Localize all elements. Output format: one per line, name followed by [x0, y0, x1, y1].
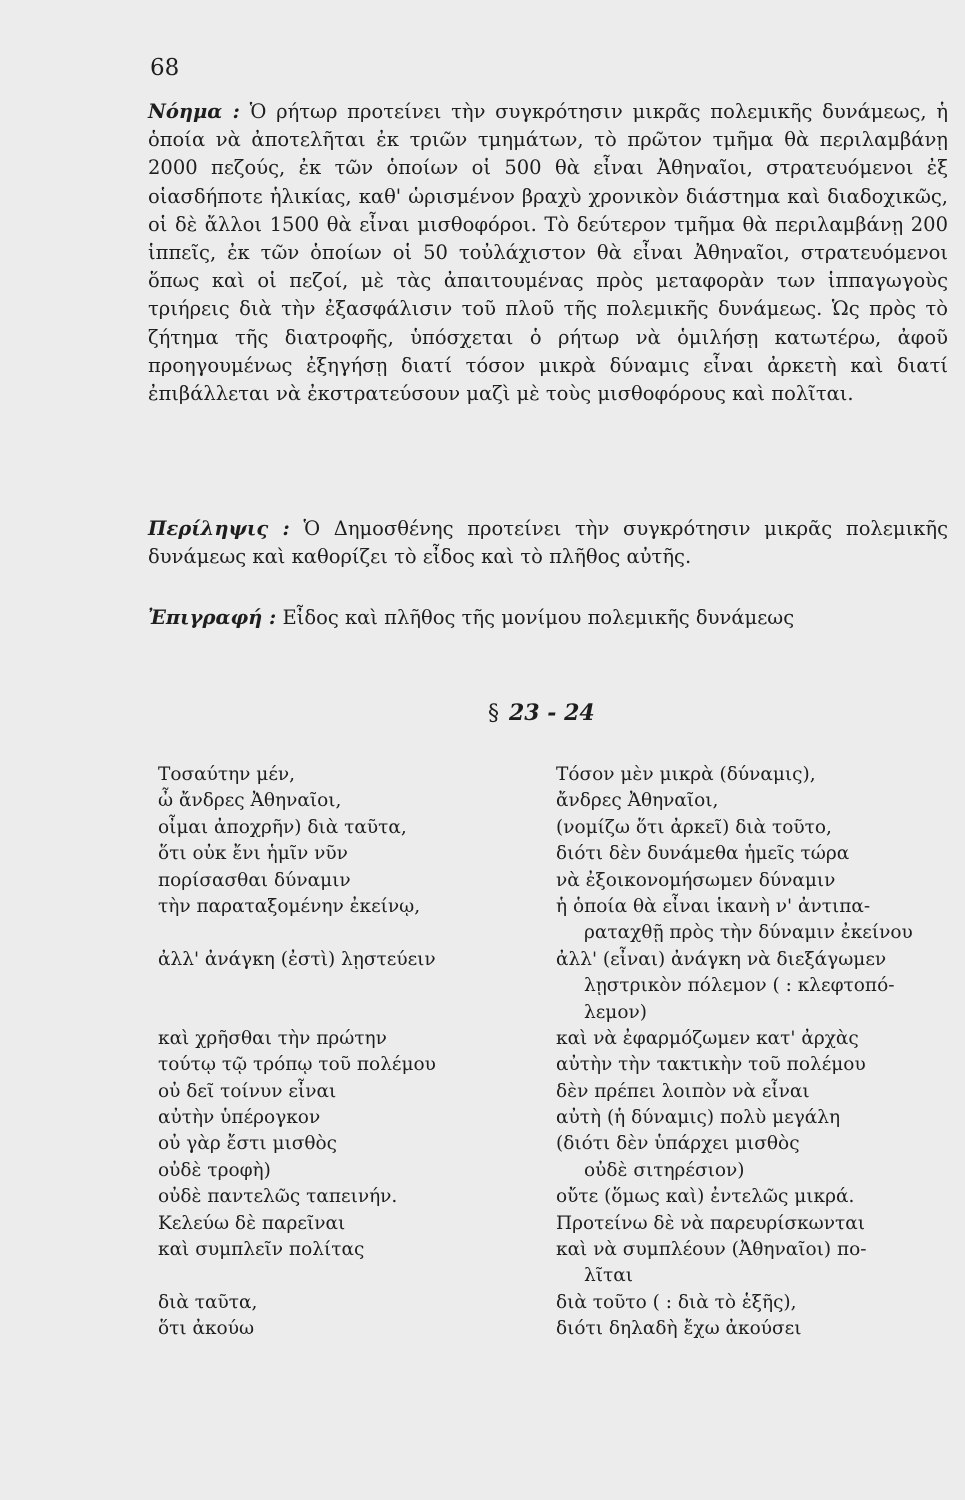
greek-line: καὶ συμπλεῖν πολίτας	[158, 1239, 365, 1261]
translation-line: ἀλλ' (εἶναι) ἀνάγκη νὰ διεξάγωμεν	[556, 948, 887, 970]
greek-line: ὦ ἄνδρες Ἀθηναῖοι,	[158, 790, 342, 812]
page-number: 68	[150, 55, 180, 81]
greek-line: ἀλλ' ἀνάγκη (ἐστὶ) λῃστεύειν	[158, 948, 436, 970]
greek-line: τούτῳ τῷ τρόπῳ τοῦ πολέμου	[158, 1054, 436, 1076]
noma-text: Ὁ ρήτωρ προτείνει τὴν συγκρότησιν μικρᾶς πολεμικῆς δυνάμεως, ἡ ὁποία νὰ ἀποτελῆται ἐκ τριῶν τμημάτων, τὸ πρῶτον τμῆμα θὰ περιλαμβάνῃ 2000 πεζούς, ἐκ τῶν ὁποίων οἱ 500 θὰ εἶναι Ἀθηναῖοι, στρατευόμενοι ἐξ οἱασδήποτε ἡλικίας, καθ' ὡρισμένον βραχὺ χρονικὸν διάστημα καὶ διαδοχικῶς, οἱ δὲ ἄλλοι 1500 θὰ εἶναι μισθοφόροι. Τὸ δεύτερον τμῆμα θὰ περιλαμβάνῃ 200 ἱππεῖς, ἐκ τῶν ὁποίων οἱ 50 τοὐλάχιστον θὰ εἶναι Ἀθηναῖοι, στρατευόμενοι ὅπως καὶ οἱ πεζοί, μὲ τὰς ἀπαιτουμένας πρὸς μεταφορὰν των ἱππαγωγοὺς τριήρεις διὰ τὴν ἐξασφάλισιν τοῦ πλοῦ τῆς πολεμικῆς δυνάμεως. Ὡς πρὸς τὸ ζήτημα τῆς διατροφῆς, ὑπόσχεται ὁ ρήτωρ νὰ ὁμιλήσῃ κατωτέρω, ἀφοῦ προηγουμένως ἐξηγήσῃ διατί τόσον μικρὰ δύναμις εἶναι ἀρκετὴ καὶ διατί ἐπιβάλλεται νὰ ἐκστρατεύσουν μαζὶ μὲ τοὺς μισθοφόρους καὶ πολῖται.	[148, 100, 948, 406]
perilipsis-paragraph	[148, 515, 948, 571]
translation-line: λῖται	[584, 1265, 633, 1287]
translation-line: καὶ νὰ ἐφαρμόζωμεν κατ' ἀρχὰς	[556, 1027, 859, 1049]
translation-column	[556, 762, 913, 1343]
greek-line	[158, 1263, 436, 1289]
greek-line: τὴν παραταξομένην ἐκείνῳ,	[158, 895, 421, 917]
greek-line: αὐτὴν ὑπέρογκον	[158, 1107, 321, 1129]
epigrafi-label: Ἐπιγραφή :	[148, 606, 277, 629]
section-heading	[488, 700, 595, 726]
section-title: 23 - 24	[509, 700, 595, 726]
translation-line: οὔτε (ὅμως καὶ) ἐντελῶς μικρά.	[556, 1186, 855, 1208]
translation-line: Τόσον μὲν μικρὰ (δύναμις),	[556, 764, 816, 785]
translation-line: αὐτὴν τὴν τακτικὴν τοῦ πολέμου	[556, 1054, 866, 1076]
noma-label: Νόημα :	[148, 100, 240, 123]
epigrafi-text: Εἶδος καὶ πλῆθος τῆς μονίμου πολεμικῆς δυνάμεως	[282, 606, 795, 629]
greek-line: Τοσαύτην μέν,	[158, 764, 296, 785]
greek-line: διὰ ταῦτα,	[158, 1291, 258, 1313]
translation-line: καὶ νὰ συμπλέουν (Ἀθηναῖοι) πο-	[556, 1239, 867, 1261]
greek-line: ὅτι ἀκούω	[158, 1318, 255, 1340]
greek-line	[158, 1000, 436, 1026]
translation-line: λῃστρικὸν πόλεμον ( : κλεφτοπό-	[584, 975, 895, 997]
translation-line: αὐτὴ (ἡ δύναμις) πολὺ μεγάλη	[556, 1107, 841, 1129]
translation-line: διότι δηλαδὴ ἔχω ἀκούσει	[556, 1318, 802, 1340]
translation-line: ἡ ὁποία θὰ εἶναι ἱκανὴ ν' ἀντιπα-	[556, 895, 871, 917]
translation-line: (διότι δὲν ὑπάρχει μισθὸς	[556, 1133, 800, 1155]
greek-line: ὅτι οὐκ ἔνι ἡμῖν νῦν	[158, 843, 348, 865]
translation-line: νὰ ἐξοικονομήσωμεν δύναμιν	[556, 869, 836, 891]
translation-line: διότι δὲν δυνάμεθα ἡμεῖς τώρα	[556, 843, 850, 865]
translation-line: διὰ τοῦτο ( : διὰ τὸ ἑξῆς),	[556, 1291, 797, 1313]
greek-line: οὐδὲ τροφὴ)	[158, 1159, 271, 1181]
greek-line: οὐδὲ παντελῶς ταπεινήν.	[158, 1186, 398, 1208]
greek-line: οἶμαι ἀποχρῆν) διὰ ταῦτα,	[158, 816, 407, 838]
translation-line: δὲν πρέπει λοιπὸν νὰ εἶναι	[556, 1080, 810, 1102]
greek-line: οὐ γὰρ ἔστι μισθὸς	[158, 1133, 338, 1155]
epigrafi-paragraph	[148, 604, 948, 632]
translation-line: ἄνδρες Ἀθηναῖοι,	[556, 790, 719, 812]
greek-line	[158, 973, 436, 999]
greek-text-column	[158, 762, 436, 1343]
greek-line: καὶ χρῆσθαι τὴν πρώτην	[158, 1027, 387, 1049]
translation-line: ραταχθῇ πρὸς τὴν δύναμιν ἐκείνου	[584, 922, 913, 944]
translation-line: λεμον)	[584, 1001, 647, 1023]
greek-line: Κελεύω δὲ παρεῖναι	[158, 1212, 346, 1234]
greek-line: πορίσασθαι δύναμιν	[158, 869, 351, 891]
section-symbol: §	[488, 701, 499, 726]
translation-line: (νομίζω ὅτι ἀρκεῖ) διὰ τοῦτο,	[556, 816, 832, 838]
noma-paragraph	[148, 98, 948, 408]
greek-line: οὐ δεῖ τοίνυν εἶναι	[158, 1080, 337, 1102]
perilipsis-label: Περίληψις :	[148, 517, 290, 540]
translation-line: Προτείνω δὲ νὰ παρευρίσκωνται	[556, 1212, 865, 1234]
translation-line: οὐδὲ σιτηρέσιον)	[584, 1159, 745, 1181]
perilipsis-text: Ὁ Δημοσθένης προτείνει τὴν συγκρότησιν μικρᾶς πολεμικῆς δυνάμεως καὶ καθορίζει τὸ εἶδος καὶ τὸ πλῆθος αὐτῆς.	[148, 517, 949, 569]
greek-line	[158, 920, 436, 946]
